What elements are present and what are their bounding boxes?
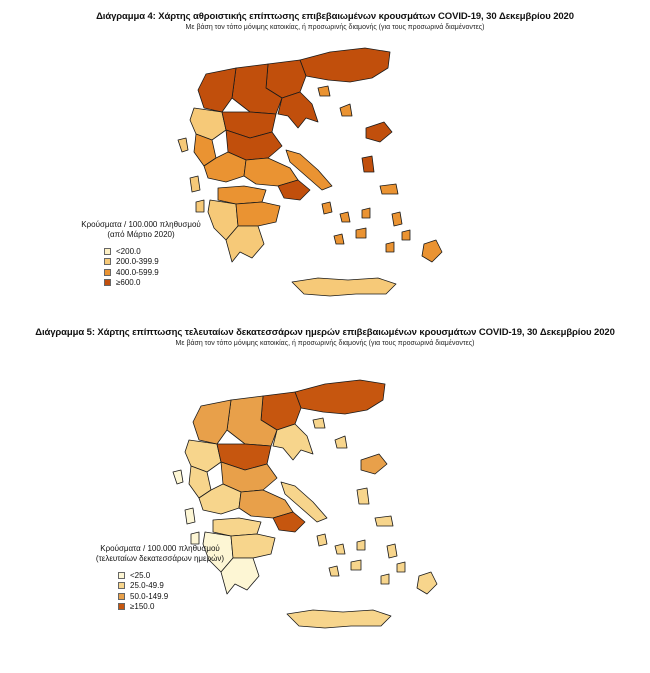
region-epirus-north [185, 440, 221, 472]
region-cyclades [317, 534, 365, 576]
map-subtitle: Με βάση τον τόπο μόνιμης κατοικίας, ή προσωρινής διαμονής (για τους προσωρινά διαμένοντες) [185, 24, 485, 31]
legend-item [118, 581, 240, 592]
legend-label: 50.0-149.9 [130, 591, 169, 601]
region-macedonia-west [193, 400, 231, 444]
region-dodecanese [381, 544, 405, 584]
legend-label: 25.0-49.9 [130, 581, 164, 591]
region-chalkidiki [278, 92, 318, 128]
legend-item [104, 257, 216, 268]
legend-label: 400.0-599.9 [116, 267, 159, 277]
region-lesvos [366, 122, 392, 142]
legend-item [104, 278, 216, 289]
region-epirus-north [190, 108, 226, 140]
map-regions [178, 48, 442, 296]
region-rhodes [417, 572, 437, 594]
map-panel-cumulative [0, 0, 650, 320]
legend-label: 200.0-399.9 [116, 257, 159, 267]
region-rhodes [422, 240, 442, 262]
legend-label: <25.0 [130, 570, 151, 580]
region-chalkidiki [273, 424, 313, 460]
region-macedonia-west [198, 68, 236, 112]
map-title: Διάγραμμα 4: Χάρτης αθροιστικής επίπτωσης επιβεβαιωμένων κρουσμάτων COVID-19, 30 Δεκεμβρίου 2020 [96, 11, 574, 22]
legend-subheading: (από Μάρτιο 2020) [107, 230, 175, 239]
region-cyclades [322, 202, 370, 244]
legend-swatch [104, 258, 111, 265]
legend-swatch [118, 593, 125, 600]
legend-swatch [104, 279, 111, 286]
region-samos [375, 516, 393, 526]
legend-label: ≥600.0 [116, 278, 141, 288]
legend-heading: Κρούσματα / 100.000 πληθυσμού [100, 544, 220, 553]
region-aegean-north [313, 418, 347, 448]
region-achaia [213, 518, 261, 536]
legend-subheading: (τελευταίων δεκατεσσάρων ημερών) [95, 554, 225, 563]
region-crete [292, 278, 396, 296]
map-subtitle: Με βάση τον τόπο μόνιμης κατοικίας, ή προσωρινής διαμονής (για τους προσωρινά διαμένοντες) [175, 340, 475, 347]
region-aegean-north [318, 86, 352, 116]
legend-item [118, 602, 240, 613]
legend-item [104, 246, 216, 257]
map-legend [66, 220, 216, 288]
legend-swatch [104, 269, 111, 276]
legend-swatch [118, 572, 125, 579]
region-lesvos [361, 454, 387, 474]
map-panel-14day [0, 322, 650, 652]
legend-item [104, 267, 216, 278]
region-chios [362, 156, 374, 172]
legend-label: ≥150.0 [130, 602, 155, 612]
legend-swatch [118, 582, 125, 589]
map-title: Διάγραμμα 5: Χάρτης επίπτωσης τελευταίων δεκατεσσάρων ημερών επιβεβαιωμένων κρουσμάτων COVID-19, 30 Δεκεμβρίου 2020 [35, 327, 615, 338]
legend-heading: Κρούσματα / 100.000 πληθυσμού [81, 220, 201, 229]
region-thrace [300, 48, 390, 82]
region-dodecanese [386, 212, 410, 252]
legend-label: <200.0 [116, 246, 141, 256]
legend-item [118, 591, 240, 602]
region-peloponnese-east [236, 202, 280, 226]
legend-item [118, 570, 240, 581]
region-thrace [295, 380, 385, 414]
region-samos [380, 184, 398, 194]
region-achaia [218, 186, 266, 204]
region-crete [287, 610, 391, 628]
region-chios [357, 488, 369, 504]
legend-swatch [118, 603, 125, 610]
legend-swatch [104, 248, 111, 255]
map-legend [80, 544, 240, 612]
